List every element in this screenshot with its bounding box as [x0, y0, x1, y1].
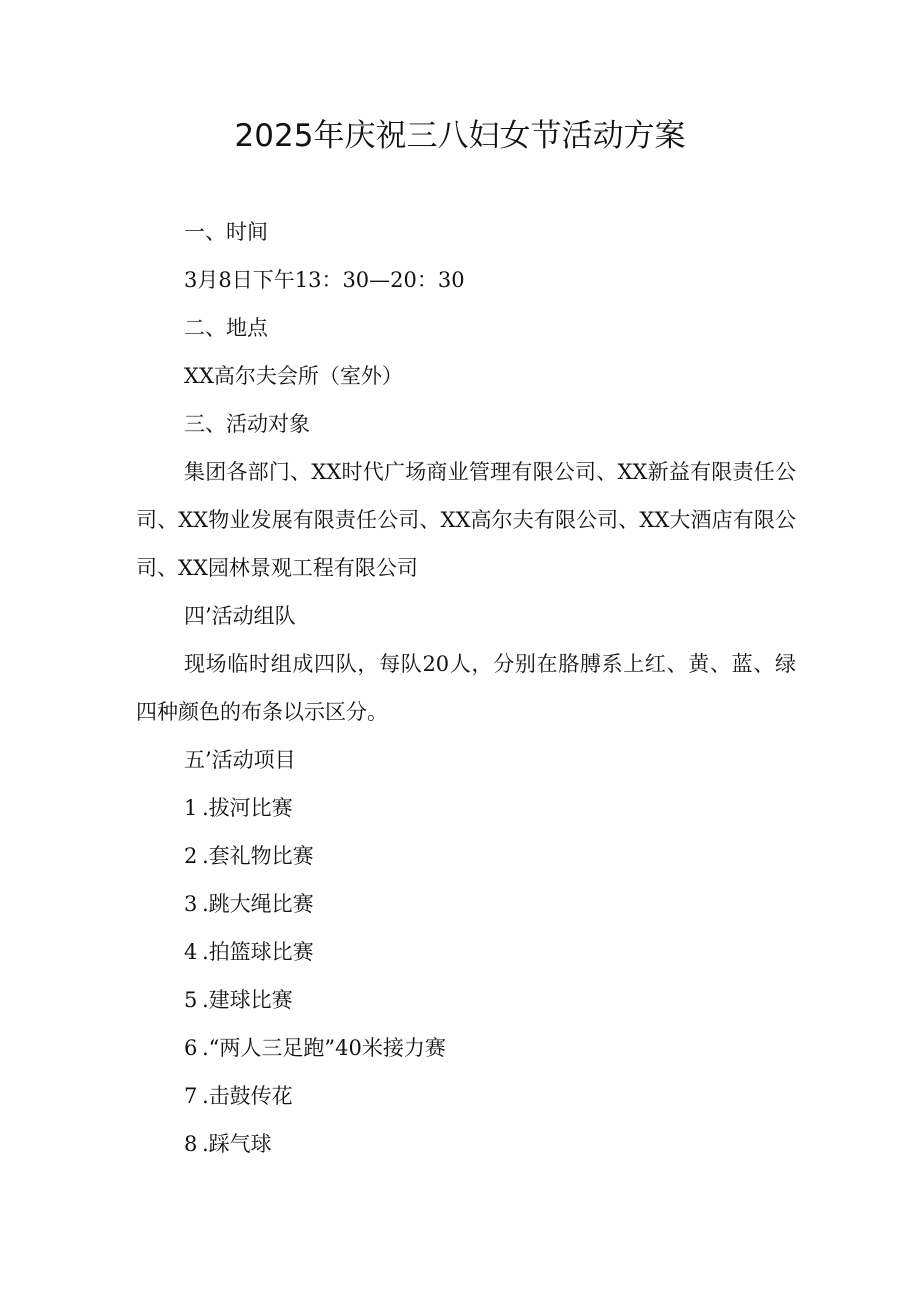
- list-item-number: 6: [184, 1036, 198, 1060]
- section-heading-items: 五’活动项目: [184, 748, 296, 772]
- list-item-label: .踩气球: [202, 1132, 272, 1156]
- list-item-label: .拔河比赛: [202, 796, 293, 820]
- list-item: [136, 784, 796, 832]
- list-item-label: .建球比赛: [202, 988, 293, 1012]
- list-item-number: 7: [184, 1084, 198, 1108]
- list-item-label: .套礼物比赛: [202, 844, 314, 868]
- list-item-number: 4: [184, 940, 198, 964]
- list-item: [136, 1024, 796, 1072]
- section-heading-place: 二、地点: [184, 316, 268, 340]
- document-body: [136, 208, 796, 1168]
- list-item-label: .跳大绳比赛: [202, 892, 314, 916]
- place-value: XX高尔夫会所（室外）: [184, 364, 403, 388]
- list-item-number: 1: [184, 796, 198, 820]
- team-paragraph: 现场临时组成四队，每队20人，分别在胳膊系上红、黄、蓝、绿四种颜色的布条以示区分。: [136, 652, 796, 724]
- time-value: 3月8日下午13：30—20：30: [184, 268, 465, 292]
- list-item: [136, 1120, 796, 1168]
- list-item: [136, 1072, 796, 1120]
- list-item-label: .“两人三足跑”40米接力赛: [202, 1036, 446, 1060]
- section-heading-time: 一、时间: [184, 220, 268, 244]
- section-heading-team: 四’活动组队: [184, 604, 296, 628]
- list-item-label: .击鼓传花: [202, 1084, 293, 1108]
- list-item-label: .拍篮球比赛: [202, 940, 314, 964]
- audience-paragraph: 集团各部门、XX时代广场商业管理有限公司、XX新益有限责任公司、XX物业发展有限责任公司、XX高尔夫有限公司、XX大酒店有限公司、XX园林景观工程有限公司: [136, 460, 796, 580]
- list-item-number: 5: [184, 988, 198, 1012]
- section-heading-audience: 三、活动对象: [184, 412, 310, 436]
- list-item-number: 2: [184, 844, 198, 868]
- list-item: [136, 976, 796, 1024]
- list-item: [136, 928, 796, 976]
- list-item: [136, 832, 796, 880]
- document-title: 2025年庆祝三八妇女节活动方案: [234, 118, 686, 154]
- list-item-number: 8: [184, 1132, 198, 1156]
- activity-list: [136, 784, 796, 1168]
- list-item: [136, 880, 796, 928]
- list-item-number: 3: [184, 892, 198, 916]
